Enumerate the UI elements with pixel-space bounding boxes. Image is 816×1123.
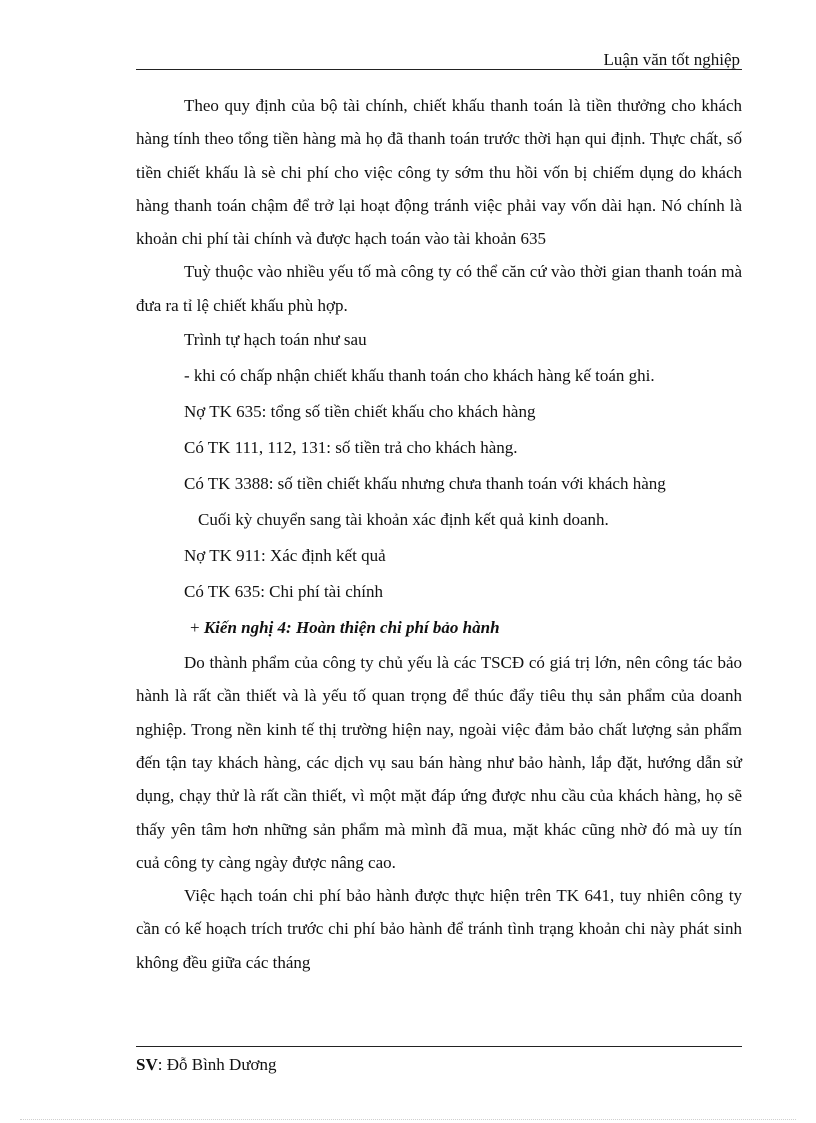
- footer-divider: [136, 1046, 742, 1047]
- entry-credit-111: Có TK 111, 112, 131: số tiền trả cho khách hàng.: [184, 438, 518, 458]
- recommendation-heading: [136, 610, 742, 646]
- entry-debit-635: Nợ TK 635: tổng số tiền chiết khấu cho khách hàng: [184, 402, 536, 422]
- page-bottom-edge: [20, 1119, 796, 1120]
- paragraph-warranty: Do thành phẩm của công ty chủ yếu là các TSCĐ có giá trị lớn, nên công tác bảo hành là rất cần thiết và là yếu tố quan trọng để thúc đẩy tiêu thụ sản phẩm của doanh nghiệp. Trong nền kinh tế thị trường hiện nay, ngoài việc đảm bảo chất lượng sản phẩm đến tận tay khách hàng, các dịch vụ sau bán hàng như bảo hành, lắp đặt, hướng dẫn sử dụng, chạy thử là rất cần thiết, vì một mặt đáp ứng được nhu cầu của khách hàng, họ sẽ thấy yên tâm hơn những sản phẩm mà mình đã mua, mặt khác cũng nhờ đó mà uy tín cuả công ty càng ngày được nâng cao.: [136, 653, 742, 872]
- header-divider: [136, 69, 742, 70]
- entry-credit-3388: Có TK 3388: số tiền chiết khấu nhưng chưa thanh toán với khách hàng: [184, 474, 666, 494]
- procedure-step: - khi có chấp nhận chiết khấu thanh toán cho khách hàng kế toán ghi.: [184, 366, 655, 386]
- heading-label: Kiến nghị 4: Hoàn thiện chi phí bảo hành: [203, 618, 500, 638]
- page-footer: [136, 1054, 277, 1076]
- paragraph-payment-discount: Theo quy định của bộ tài chính, chiết khấu thanh toán là tiền thưởng cho khách hàng tính theo tổng tiền hàng mà họ đã thanh toán trước thời hạn qui định. Thực chất, số tiền chiết khấu là sè chi phí cho việc công ty sớm thu hồi vốn bị chiếm dụng do khách hàng thanh toán chậm để trở lại hoạt động tránh việc phải vay vốn dài hạn. Nó chính là khoản chi phí tài chính và được hạch toán vào tài khoản 635: [136, 96, 742, 249]
- running-header-title: Luận văn tốt nghiệp: [603, 50, 740, 69]
- footer-student-label: SV: [136, 1055, 158, 1074]
- entry-credit-635: Có TK 635: Chi phí tài chính: [184, 582, 383, 602]
- footer-student-name: : Đỗ Bình Dương: [157, 1055, 277, 1074]
- heading-prefix: +: [190, 618, 204, 638]
- paragraph-warranty-accounting: Việc hạch toán chi phí bảo hành được thực hiện trên TK 641, tuy nhiên công ty cần có kế hoạch trích trước chi phí bảo hành để tránh tình trạng khoản chi này phát sinh không đều giữa các tháng: [136, 886, 742, 972]
- page-content: [136, 89, 742, 979]
- paragraph-discount-rate: Tuỳ thuộc vào nhiều yếu tố mà công ty có thể căn cứ vào thời gian thanh toán mà đưa ra tỉ lệ chiết khấu phù hợp.: [136, 262, 742, 315]
- entry-debit-911: Nợ TK 911: Xác định kết quả: [184, 546, 386, 566]
- period-end-note: Cuối kỳ chuyển sang tài khoản xác định kết quả kinh doanh.: [198, 510, 609, 530]
- procedure-intro: Trình tự hạch toán như sau: [184, 330, 367, 350]
